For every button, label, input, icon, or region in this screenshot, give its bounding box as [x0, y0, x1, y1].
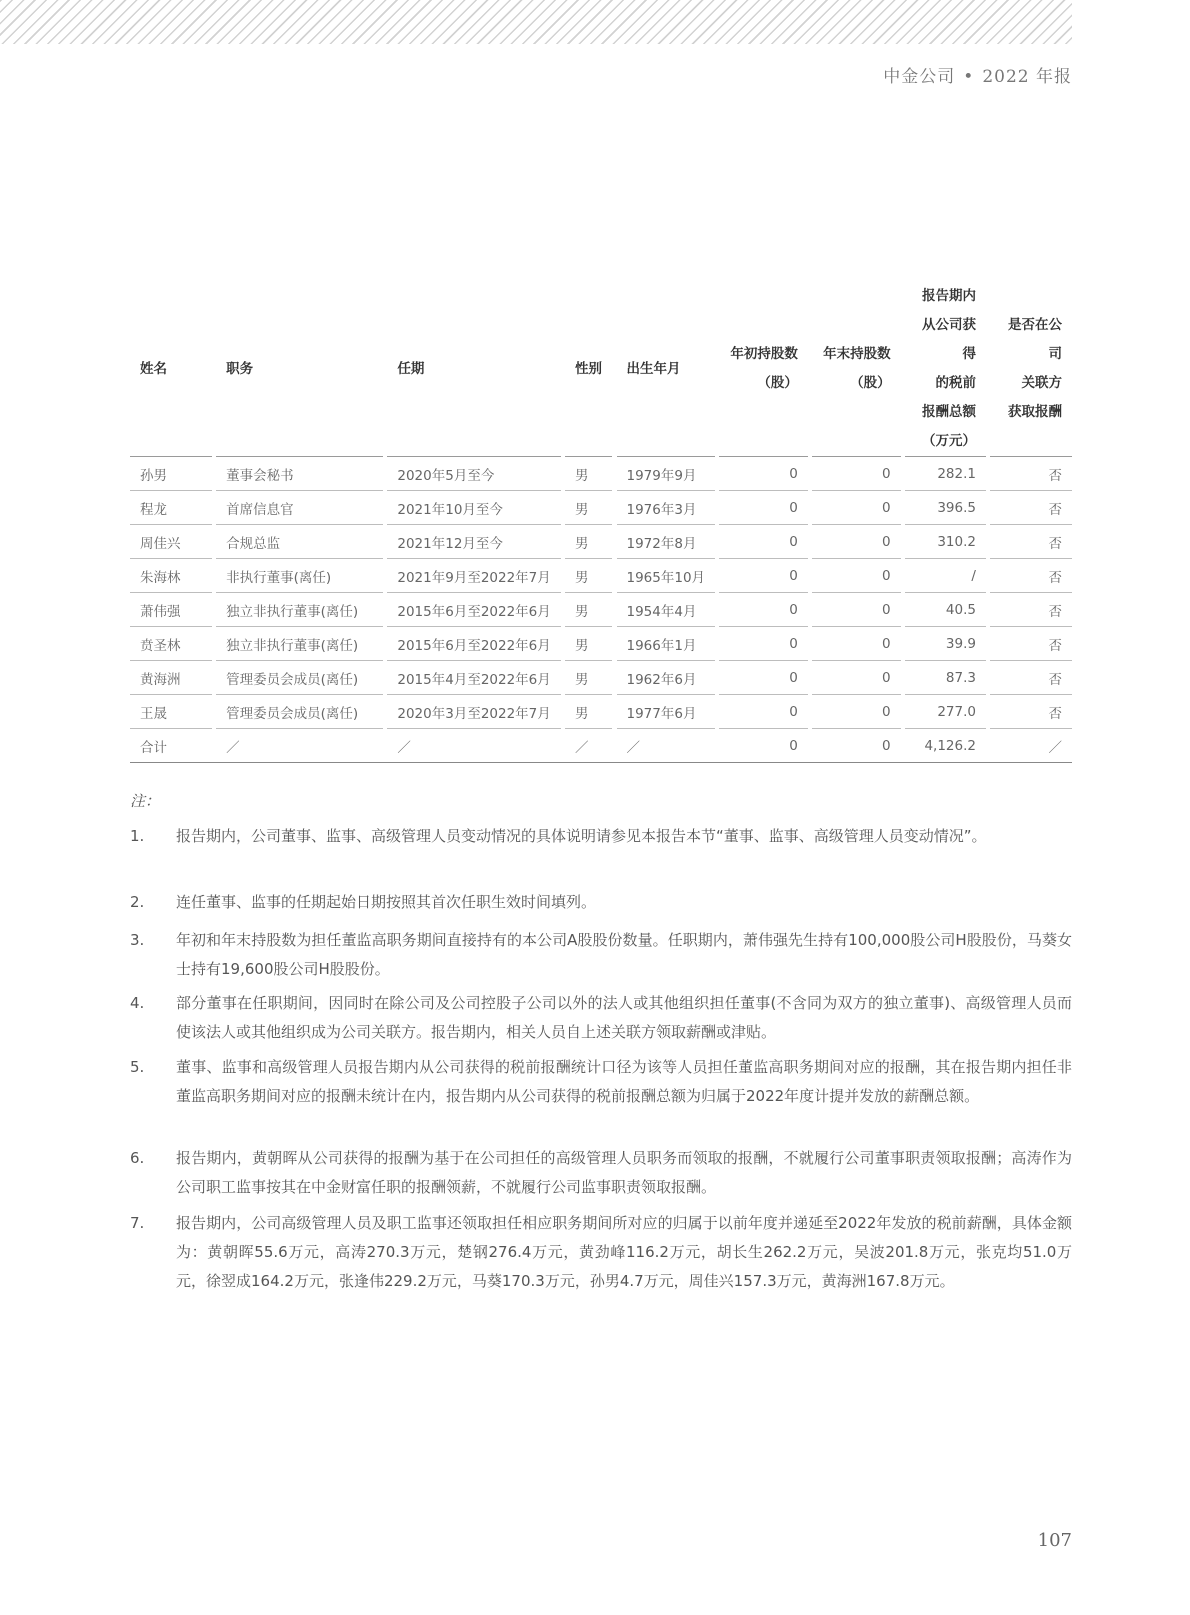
cell-position: 非执行董事(离任)	[216, 559, 383, 593]
col-shares-begin-header: 年初持股数 （股）	[719, 282, 808, 457]
cell-pay: /	[905, 559, 986, 593]
page-number: 107	[1037, 1530, 1072, 1551]
cell-shares-end: 0	[812, 525, 901, 559]
col-position-header: 职务	[216, 282, 383, 457]
col-related-header: 是否在公司 关联方 获取报酬	[990, 282, 1072, 457]
cell-gender: 男	[565, 593, 612, 627]
cell-gender: ／	[565, 729, 612, 763]
cell-shares-end: 0	[812, 661, 901, 695]
col-shares-end-header: 年末持股数 （股）	[812, 282, 901, 457]
cell-gender: 男	[565, 457, 612, 491]
cell-position: 首席信息官	[216, 491, 383, 525]
table-row	[130, 695, 1072, 729]
cell-term: 2020年5月至今	[387, 457, 560, 491]
note-number: 3.	[130, 931, 145, 949]
cell-birth: 1979年9月	[617, 457, 716, 491]
cell-related: 否	[990, 593, 1072, 627]
cell-shares-begin: 0	[719, 491, 808, 525]
cell-term: 2020年3月至2022年7月	[387, 695, 560, 729]
cell-related: 否	[990, 661, 1072, 695]
cell-position: 合规总监	[216, 525, 383, 559]
note-number: 6.	[130, 1149, 145, 1167]
note-item	[130, 1053, 1072, 1111]
cell-position: 独立非执行董事(离任)	[216, 627, 383, 661]
cell-name: 朱海林	[130, 559, 212, 593]
note-number: 5.	[130, 1058, 145, 1076]
table-row	[130, 559, 1072, 593]
cell-birth: 1972年8月	[617, 525, 716, 559]
cell-gender: 男	[565, 525, 612, 559]
col-pay-header: 报告期内 从公司获得 的税前 报酬总额 （万元）	[905, 282, 986, 457]
note-text: 部分董事在任职期间，因同时在除公司及公司控股子公司以外的法人或其他组织担任董事(不含同为双方的独立董事)、高级管理人员而使该法人或其他组织成为公司关联方。报告期内，相关人员自上述关联方领取薪酬或津贴。	[176, 994, 1072, 1041]
cell-pay: 39.9	[905, 627, 986, 661]
note-number: 4.	[130, 994, 145, 1012]
cell-birth: 1976年3月	[617, 491, 716, 525]
cell-pay: 4,126.2	[905, 729, 986, 763]
cell-position: 管理委员会成员(离任)	[216, 695, 383, 729]
cell-shares-begin: 0	[719, 695, 808, 729]
cell-birth: 1965年10月	[617, 559, 716, 593]
cell-shares-begin: 0	[719, 729, 808, 763]
table-header-row	[130, 282, 1072, 457]
cell-shares-begin: 0	[719, 627, 808, 661]
note-text: 报告期内，公司董事、监事、高级管理人员变动情况的具体说明请参见本报告本节“董事、监事、高级管理人员变动情况”。	[176, 827, 987, 845]
cell-position: ／	[216, 729, 383, 763]
cell-birth: ／	[617, 729, 716, 763]
cell-term: 2021年12月至今	[387, 525, 560, 559]
cell-pay: 277.0	[905, 695, 986, 729]
cell-shares-end: 0	[812, 627, 901, 661]
cell-gender: 男	[565, 491, 612, 525]
cell-shares-end: 0	[812, 559, 901, 593]
note-item	[130, 888, 1072, 917]
header-report: 2022 年报	[982, 67, 1072, 87]
cell-gender: 男	[565, 559, 612, 593]
table-row	[130, 457, 1072, 491]
note-item	[130, 1144, 1072, 1202]
table-total-row	[130, 729, 1072, 763]
cell-name: 黄海洲	[130, 661, 212, 695]
table-row	[130, 491, 1072, 525]
note-number: 7.	[130, 1214, 145, 1232]
cell-name: 程龙	[130, 491, 212, 525]
cell-term: 2015年6月至2022年6月	[387, 593, 560, 627]
cell-term: ／	[387, 729, 560, 763]
table-row	[130, 627, 1072, 661]
cell-birth: 1966年1月	[617, 627, 716, 661]
cell-pay: 40.5	[905, 593, 986, 627]
cell-related: 否	[990, 695, 1072, 729]
cell-gender: 男	[565, 695, 612, 729]
table-row	[130, 661, 1072, 695]
cell-related: 否	[990, 627, 1072, 661]
header-company: 中金公司	[883, 67, 956, 87]
cell-related: 否	[990, 525, 1072, 559]
cell-pay: 282.1	[905, 457, 986, 491]
cell-shares-end: 0	[812, 457, 901, 491]
cell-term: 2021年9月至2022年7月	[387, 559, 560, 593]
running-header	[883, 62, 1072, 87]
cell-related: ／	[990, 729, 1072, 763]
cell-related: 否	[990, 457, 1072, 491]
header-separator: •	[963, 67, 975, 87]
cell-term: 2021年10月至今	[387, 491, 560, 525]
decorative-hatch-band	[0, 0, 1072, 44]
table-row	[130, 593, 1072, 627]
cell-shares-begin: 0	[719, 457, 808, 491]
compensation-table	[130, 282, 1072, 763]
cell-related: 否	[990, 491, 1072, 525]
notes-label: 注：	[130, 792, 161, 810]
note-text: 报告期内，黄朝晖从公司获得的报酬为基于在公司担任的高级管理人员职务而领取的报酬，不就履行公司董事职责领取报酬；高涛作为公司职工监事按其在中金财富任职的报酬领薪，不就履行公司监事职责领取报酬。	[176, 1149, 1072, 1196]
cell-shares-begin: 0	[719, 559, 808, 593]
cell-related: 否	[990, 559, 1072, 593]
cell-term: 2015年6月至2022年6月	[387, 627, 560, 661]
note-item	[130, 926, 1072, 984]
cell-name: 合计	[130, 729, 212, 763]
col-birth-header: 出生年月	[617, 282, 716, 457]
cell-name: 周佳兴	[130, 525, 212, 559]
note-number: 1.	[130, 827, 145, 845]
note-number: 2.	[130, 893, 145, 911]
note-text: 董事、监事和高级管理人员报告期内从公司获得的税前报酬统计口径为该等人员担任董监高职务期间对应的报酬，其在报告期内担任非董监高职务期间对应的报酬未统计在内，报告期内从公司获得的税前报酬总额为归属于2022年度计提并发放的薪酬总额。	[176, 1058, 1072, 1105]
note-text: 报告期内，公司高级管理人员及职工监事还领取担任相应职务期间所对应的归属于以前年度并递延至2022年发放的税前薪酬，具体金额为：黄朝晖55.6万元，高涛270.3万元，楚钢276.4万元，黄劲峰116.2万元，胡长生262.2万元，吴波201.8万元，张克均51.0万元，徐翌成164.2万元，张逢伟229.2万元，马葵170.3万元，孙男4.7万元，周佳兴157.3万元，黄海洲167.8万元。	[176, 1214, 1072, 1290]
cell-shares-end: 0	[812, 491, 901, 525]
note-item	[130, 989, 1072, 1047]
cell-shares-begin: 0	[719, 525, 808, 559]
cell-pay: 396.5	[905, 491, 986, 525]
note-item	[130, 822, 1072, 851]
cell-name: 王晟	[130, 695, 212, 729]
table-row	[130, 525, 1072, 559]
cell-position: 独立非执行董事(离任)	[216, 593, 383, 627]
cell-shares-end: 0	[812, 593, 901, 627]
col-gender-header: 性别	[565, 282, 612, 457]
note-text: 连任董事、监事的任期起始日期按照其首次任职生效时间填列。	[176, 893, 597, 911]
cell-shares-begin: 0	[719, 593, 808, 627]
col-name-header: 姓名	[130, 282, 212, 457]
cell-birth: 1962年6月	[617, 661, 716, 695]
cell-position: 管理委员会成员(离任)	[216, 661, 383, 695]
cell-name: 萧伟强	[130, 593, 212, 627]
cell-pay: 310.2	[905, 525, 986, 559]
cell-shares-end: 0	[812, 695, 901, 729]
cell-birth: 1977年6月	[617, 695, 716, 729]
cell-term: 2015年4月至2022年6月	[387, 661, 560, 695]
cell-gender: 男	[565, 627, 612, 661]
cell-pay: 87.3	[905, 661, 986, 695]
cell-name: 孙男	[130, 457, 212, 491]
cell-gender: 男	[565, 661, 612, 695]
note-item	[130, 1209, 1072, 1296]
cell-shares-begin: 0	[719, 661, 808, 695]
cell-shares-end: 0	[812, 729, 901, 763]
note-text: 年初和年末持股数为担任董监高职务期间直接持有的本公司A股股份数量。任职期内，萧伟强先生持有100,000股公司H股股份，马葵女士持有19,600股公司H股股份。	[176, 931, 1072, 978]
cell-birth: 1954年4月	[617, 593, 716, 627]
cell-position: 董事会秘书	[216, 457, 383, 491]
col-term-header: 任期	[387, 282, 560, 457]
cell-name: 贲圣林	[130, 627, 212, 661]
